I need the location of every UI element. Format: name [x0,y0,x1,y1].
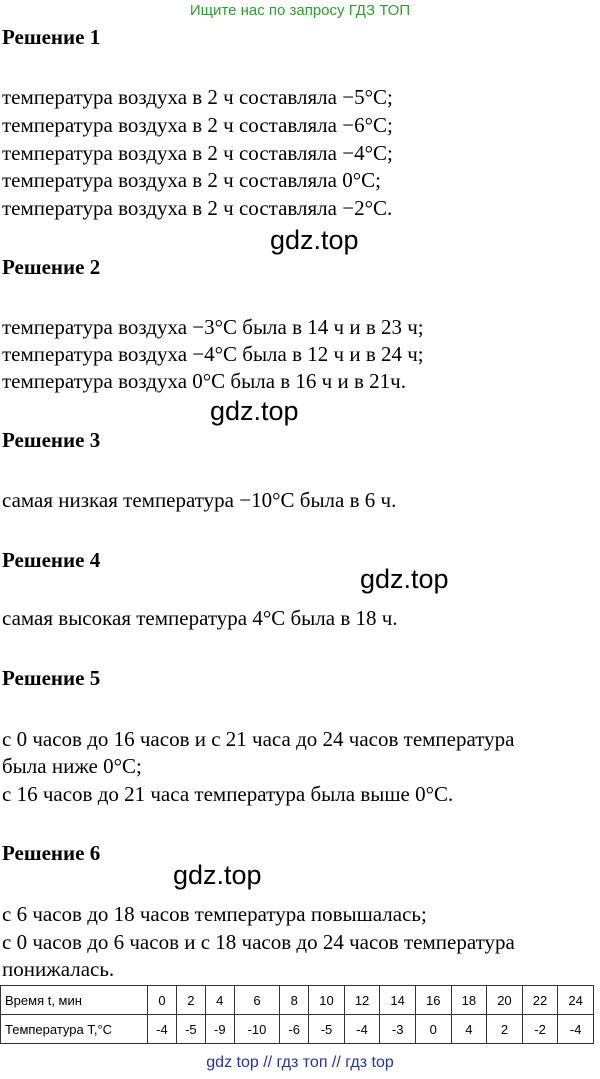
section-6-line-3: понижалась. [2,957,115,981]
table-cell: -9 [205,1015,234,1044]
section-3-title: Решение 3 [2,428,101,452]
section-2-line-2: температура воздуха −4°C была в 12 ч и в 24 ч; [2,342,424,366]
table-cell: 14 [380,986,416,1015]
temperature-table [0,985,594,1044]
table-cell: -5 [309,1015,345,1044]
section-1-line-1: температура воздуха в 2 ч составляла −5°C; [2,85,393,109]
table-row-label: Время t, мин [1,986,148,1015]
section-1-line-5: температура воздуха в 2 ч составляла −2°C. [2,196,393,220]
table-cell: 4 [451,1015,487,1044]
table-cell: -5 [176,1015,205,1044]
section-4-line-1: самая высокая температура 4°C была в 18 ч. [2,606,398,630]
section-1-title: Решение 1 [2,25,101,49]
search-banner: Ищите нас по запросу ГДЗ ТОП [189,2,411,19]
section-5-line-3: с 16 часов до 21 часа температура была выше 0°C. [2,782,454,806]
table-cell: 2 [176,986,205,1015]
table-cell: 18 [451,986,487,1015]
section-5-line-2: была ниже 0°C; [2,754,142,778]
table-cell: 4 [205,986,234,1015]
table-cell: -4 [148,1015,177,1044]
table-cell: 2 [487,1015,523,1044]
table-cell: -4 [344,1015,380,1044]
table-cell: 22 [522,986,558,1015]
section-6-line-2: с 0 часов до 6 часов и с 18 часов до 24 часов температура [2,930,515,954]
table-cell: -10 [234,1015,280,1044]
table-row-temperature [1,1015,594,1044]
table-cell: 6 [234,986,280,1015]
section-5-title: Решение 5 [2,666,101,690]
section-1-line-3: температура воздуха в 2 ч составляла −4°C; [2,141,393,165]
table-cell: 16 [415,986,451,1015]
table-cell: 10 [309,986,345,1015]
section-1-line-2: температура воздуха в 2 ч составляла −6°C; [2,113,393,137]
section-4-title: Решение 4 [2,548,101,572]
table-cell: 20 [487,986,523,1015]
section-1-line-4: температура воздуха в 2 ч составляла 0°C; [2,168,381,192]
table-row-time [1,986,594,1015]
table-cell: -2 [522,1015,558,1044]
watermark: gdz.top [173,860,262,890]
section-2-title: Решение 2 [2,255,101,279]
footer-links: gdz top // гдз топ // гдз top [206,1054,394,1071]
section-2-line-1: температура воздуха −3°C была в 14 ч и в 23 ч; [2,315,424,339]
table-cell: 0 [415,1015,451,1044]
section-5-line-1: с 0 часов до 16 часов и с 21 часа до 24 часов температура [2,727,515,751]
watermark: gdz.top [210,396,299,426]
watermark: gdz.top [270,225,359,255]
table-cell: -4 [558,1015,594,1044]
section-2-line-3: температура воздуха 0°C была в 16 ч и в 21ч. [2,369,406,393]
watermark: gdz.top [360,564,449,594]
table-cell: 8 [280,986,309,1015]
section-6-title: Решение 6 [2,841,101,865]
table-cell: -6 [280,1015,309,1044]
table-cell: -3 [380,1015,416,1044]
table-cell: 24 [558,986,594,1015]
table-cell: 0 [148,986,177,1015]
table-cell: 12 [344,986,380,1015]
section-3-line-1: самая низкая температура −10°C была в 6 ч. [2,488,397,512]
section-6-line-1: с 6 часов до 18 часов температура повышалась; [2,902,427,926]
table-row-label: Температура T,°C [1,1015,148,1044]
